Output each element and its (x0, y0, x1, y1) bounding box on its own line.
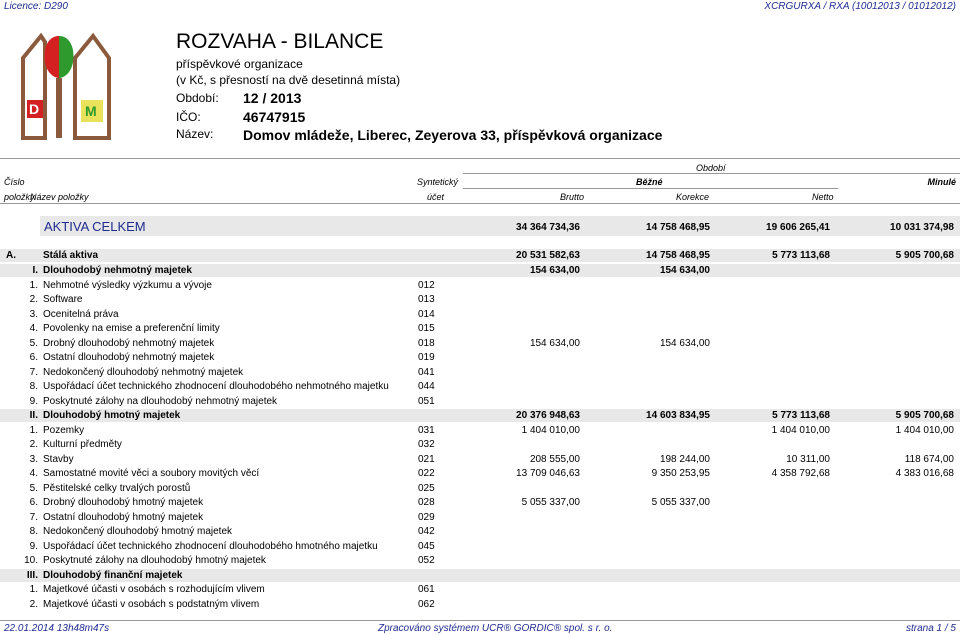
licence-text: Licence: D290 (4, 1, 68, 12)
row-number: I. (32, 265, 38, 276)
row-ucet: 012 (418, 279, 435, 291)
row-number: 6. (29, 352, 38, 363)
name-label: Název: (176, 127, 214, 141)
row-label: Samostatné movité věci a soubory movitých věcí (43, 468, 260, 479)
aktiva-celkem-label: AKTIVA CELKEM (44, 219, 146, 234)
row-number: A. (6, 250, 16, 261)
row-korekce: 154 634,00 (659, 337, 710, 349)
row-label: Pozemky (43, 424, 85, 436)
row-number: 9. (29, 395, 38, 407)
row-label: Poskytnuté zálohy na dlouhodobý hmotný majetek (43, 555, 266, 566)
ico-value: 46747915 (243, 109, 306, 125)
row-label: Ostatní dlouhodobý hmotný majetek (43, 511, 204, 523)
organization-logo (5, 18, 115, 158)
row-brutto: 154 634,00 (529, 337, 580, 349)
row-ucet: 061 (418, 584, 435, 595)
logo-tree-trunk (56, 78, 62, 138)
row-label: Kulturní předměty (43, 439, 122, 450)
logo-letter-m: M (85, 103, 97, 119)
ico-label: IČO: (176, 110, 201, 124)
row-korekce: 5 055 337,00 (651, 497, 710, 508)
report-subtitle: příspěvkové organizace (176, 57, 303, 71)
row-brutto: 20 531 582,63 (516, 250, 580, 261)
aktiva-korekce: 14 758 468,95 (646, 222, 710, 233)
row-ucet: 045 (418, 540, 435, 552)
period-label: Období: (176, 91, 219, 105)
row-korekce: 14 758 468,95 (646, 250, 710, 261)
row-ucet: 019 (418, 352, 435, 363)
row-label: Ostatní dlouhodobý nehmotný majetek (43, 352, 215, 363)
row-ucet: 041 (418, 366, 435, 378)
col-obdobi: Období (696, 163, 726, 173)
row-ucet: 051 (418, 395, 435, 407)
footer-page: strana 1 / 5 (905, 623, 956, 634)
row-label: Poskytnuté zálohy na dlouhodobý nehmotný majetek (43, 395, 278, 407)
row-number: 5. (29, 482, 38, 494)
col-minule: Minulé (927, 177, 956, 187)
report-title: ROZVAHA - BILANCE (176, 30, 384, 53)
row-ucet: 044 (418, 381, 435, 392)
footer-line (0, 620, 960, 621)
row-number: 7. (29, 511, 38, 523)
row-label: Nehmotné výsledky výzkumu a vývoje (43, 279, 212, 291)
row-ucet: 018 (418, 337, 435, 349)
row-ucet: 032 (418, 439, 435, 450)
col-ucet: účet (427, 192, 445, 202)
row-label: Dlouhodobý nehmotný majetek (43, 265, 192, 276)
row-number: 8. (29, 381, 38, 392)
row-label: Majetkové účasti v osobách s rozhodujícím vlivem (43, 584, 265, 595)
row-number: 6. (29, 497, 38, 508)
row-label: Software (43, 294, 83, 305)
row-number: 1. (29, 424, 38, 436)
row-number: 1. (29, 279, 38, 291)
row-ucet: 052 (418, 555, 435, 566)
header-bottom-line (0, 203, 960, 204)
row-korekce: 9 350 253,95 (651, 468, 710, 479)
row-brutto: 1 404 010,00 (521, 424, 580, 436)
row-ucet: 028 (418, 497, 435, 508)
row-brutto: 208 555,00 (529, 453, 580, 465)
report-note: (v Kč, s přesností na dvě desetinná místa) (176, 73, 401, 87)
row-ucet: 025 (418, 482, 435, 494)
row-brutto: 5 055 337,00 (521, 497, 580, 508)
aktiva-brutto: 34 364 734,36 (516, 222, 580, 233)
row-minule: 118 674,00 (904, 453, 954, 465)
row-minule: 4 383 016,68 (895, 468, 954, 479)
col-polozky: položky (4, 192, 35, 202)
header-bezne-line (463, 188, 838, 189)
row-ucet: 022 (418, 468, 435, 479)
logo-house-left-outline (23, 36, 45, 138)
row-ucet: 062 (418, 598, 435, 610)
row-number: 4. (29, 323, 38, 334)
row-label: Uspořádací účet technického zhodnocení dlouhodobého hmotného majetku (43, 540, 378, 552)
row-ucet: 014 (418, 308, 435, 320)
row-number: 2. (29, 294, 38, 305)
row-korekce: 198 244,00 (659, 453, 710, 465)
aktiva-netto: 19 606 265,41 (766, 222, 830, 233)
row-number: 5. (29, 337, 38, 349)
row-label: Drobný dlouhodobý nehmotný majetek (43, 337, 215, 349)
period-value: 12 / 2013 (243, 90, 302, 106)
row-label: Majetkové účasti v osobách s podstatným vlivem (43, 598, 260, 610)
row-ucet: 029 (418, 511, 435, 523)
col-brutto: Brutto (560, 192, 585, 202)
col-synteticky: Syntetický (417, 177, 459, 187)
footer-datetime: 22.01.2014 13h48m47s (4, 623, 110, 634)
row-label: Ocenitelná práva (43, 308, 119, 320)
row-number: 8. (29, 526, 38, 537)
row-number: 3. (29, 453, 38, 465)
col-bezne: Běžné (636, 177, 663, 187)
row-number: 2. (29, 439, 38, 450)
row-number: 3. (29, 308, 38, 320)
row-korekce: 154 634,00 (659, 265, 710, 276)
row-netto: 10 311,00 (786, 453, 830, 465)
row-label: Dlouhodobý hmotný majetek (43, 410, 181, 421)
row-label: Dlouhodobý finanční majetek (43, 569, 183, 581)
row-ucet: 042 (418, 526, 435, 537)
row-label: Drobný dlouhodobý hmotný majetek (43, 497, 204, 508)
row-minule: 1 404 010,00 (895, 424, 954, 436)
row-label: Stavby (43, 453, 74, 465)
row-minule: 5 905 700,68 (895, 410, 954, 421)
row-label: Uspořádací účet technického zhodnocení dlouhodobého nehmotného majetku (43, 381, 389, 392)
report-code: XCRGURXA / RXA (10012013 / 01012012) (764, 1, 956, 12)
row-number: 10. (24, 555, 38, 566)
col-netto: Netto (812, 192, 834, 202)
footer-processed: Zpracováno systémem UCR® GORDIC® spol. s r. o. (378, 623, 613, 634)
name-value: Domov mládeže, Liberec, Zeyerova 33, příspěvková organizace (243, 127, 663, 143)
logo-tree-green-half (59, 36, 73, 78)
row-label: Nedokončený dlouhodobý nehmotný majetek (43, 366, 244, 378)
row-ucet: 031 (418, 424, 435, 436)
col-nazev: Název položky (30, 192, 89, 202)
row-label: Pěstitelské celky trvalých porostů (43, 482, 191, 494)
row-ucet: 013 (418, 294, 435, 305)
row-number: 2. (29, 598, 38, 610)
row-number: III. (26, 569, 38, 581)
row-netto: 4 358 792,68 (771, 468, 830, 479)
row-label: Nedokončený dlouhodobý hmotný majetek (43, 526, 233, 537)
row-number: 7. (29, 366, 38, 378)
row-ucet: 015 (418, 323, 435, 334)
header-top-line (0, 158, 960, 159)
row-netto: 5 773 113,68 (772, 250, 830, 261)
row-netto: 5 773 113,68 (772, 410, 830, 421)
col-cislo: Číslo (4, 177, 25, 187)
row-netto: 1 404 010,00 (771, 424, 830, 436)
row-korekce: 14 603 834,95 (646, 410, 710, 421)
aktiva-minule: 10 031 374,98 (890, 222, 954, 233)
row-number: II. (29, 410, 38, 421)
header-obdobi-line (463, 173, 960, 174)
row-number: 4. (29, 468, 38, 479)
row-minule: 5 905 700,68 (895, 250, 954, 261)
row-ucet: 021 (418, 453, 435, 465)
col-korekce: Korekce (676, 192, 710, 202)
logo-letter-d: D (29, 101, 40, 117)
logo-house-right-outline (75, 36, 109, 138)
row-label: Povolenky na emise a preferenční limity (43, 323, 220, 334)
row-label: Stálá aktiva (43, 250, 99, 261)
row-brutto: 154 634,00 (529, 265, 580, 276)
row-brutto: 13 709 046,63 (516, 468, 580, 479)
row-brutto: 20 376 948,63 (516, 410, 580, 421)
row-number: 1. (29, 584, 38, 595)
row-number: 9. (29, 540, 38, 552)
